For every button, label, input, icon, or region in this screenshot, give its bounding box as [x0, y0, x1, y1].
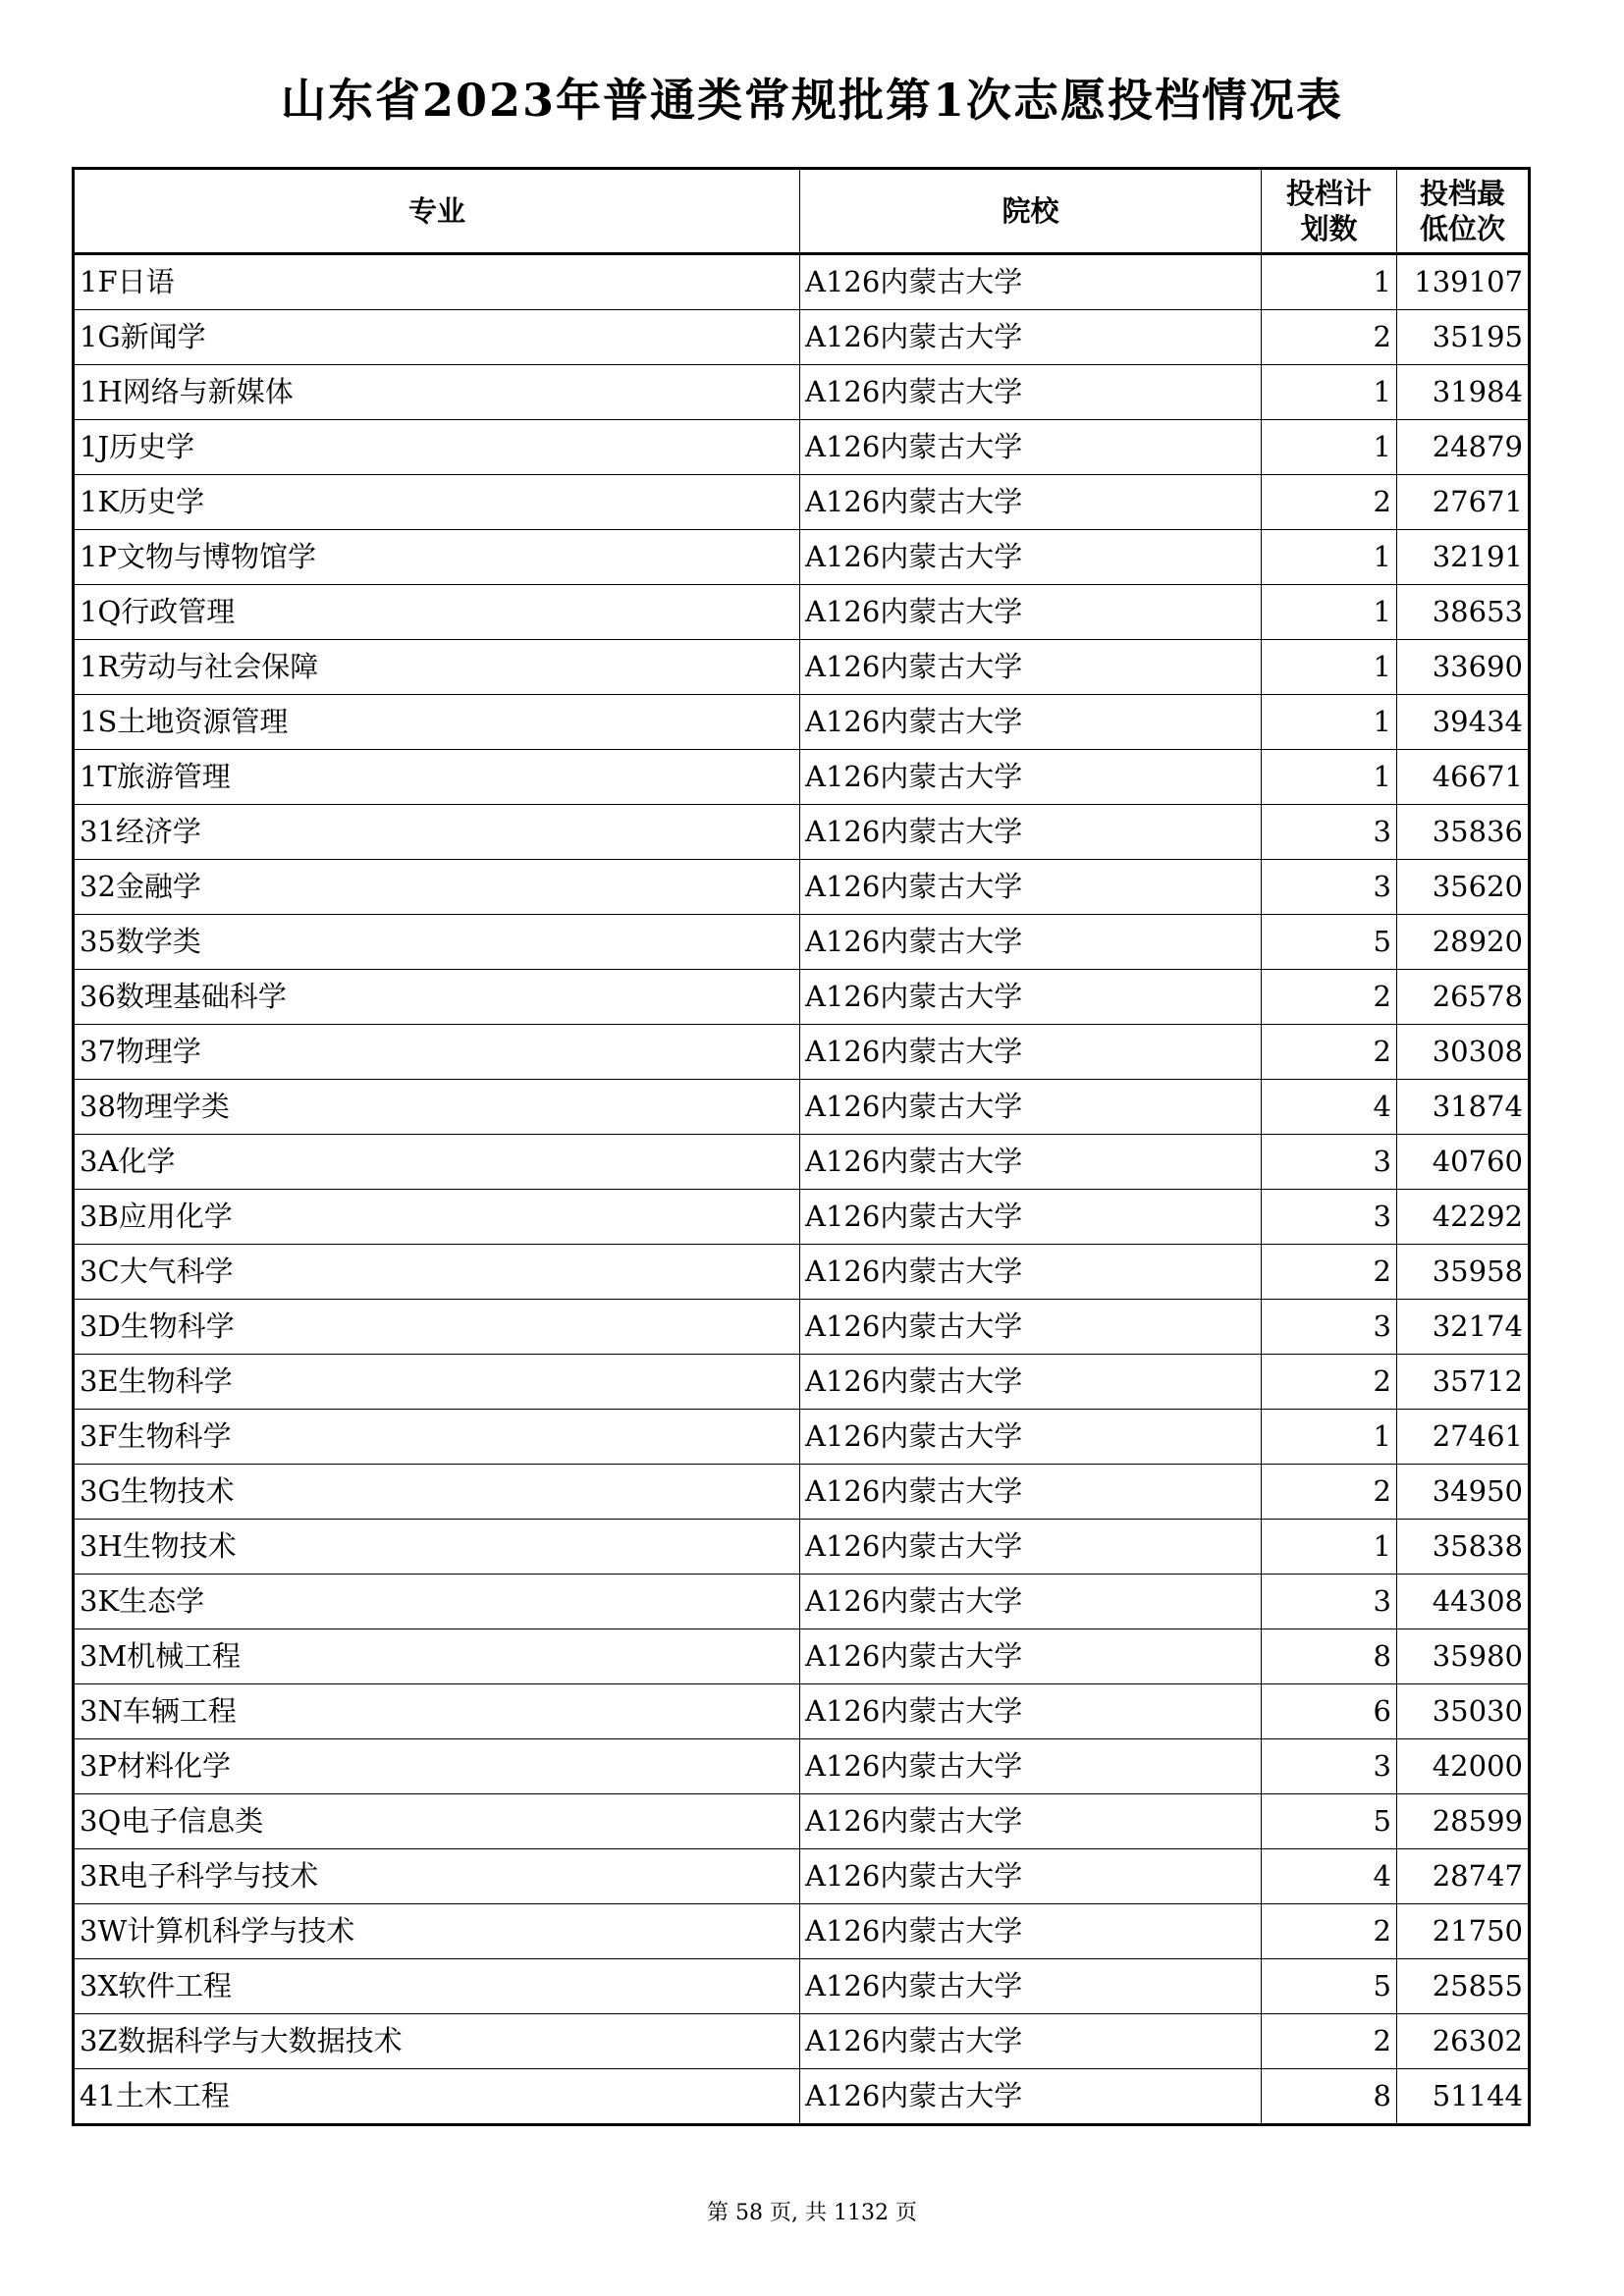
min-rank-cell: 32174 — [1397, 1300, 1530, 1355]
school-cell: A126内蒙古大学 — [800, 915, 1262, 970]
school-cell: A126内蒙古大学 — [800, 640, 1262, 695]
table-row — [74, 1135, 1530, 1190]
plan-count-cell: 1 — [1262, 420, 1397, 475]
school-cell: A126内蒙古大学 — [800, 1575, 1262, 1629]
plan-count-cell: 1 — [1262, 750, 1397, 805]
header-rank-line1: 投档最 — [1419, 177, 1505, 210]
min-rank-cell: 35980 — [1397, 1629, 1530, 1684]
min-rank-cell: 32191 — [1397, 530, 1530, 585]
table-row — [74, 1575, 1530, 1629]
major-cell: 1T旅游管理 — [74, 750, 800, 805]
header-rank-line2: 低位次 — [1419, 212, 1505, 245]
table-row — [74, 1410, 1530, 1465]
major-cell: 3F生物科学 — [74, 1410, 800, 1465]
min-rank-cell: 44308 — [1397, 1575, 1530, 1629]
major-cell: 1J历史学 — [74, 420, 800, 475]
school-cell: A126内蒙古大学 — [800, 1025, 1262, 1080]
major-cell: 3P材料化学 — [74, 1739, 800, 1794]
school-cell: A126内蒙古大学 — [800, 475, 1262, 530]
major-cell: 1Q行政管理 — [74, 585, 800, 640]
major-cell: 31经济学 — [74, 805, 800, 860]
major-cell: 3K生态学 — [74, 1575, 800, 1629]
major-cell: 1R劳动与社会保障 — [74, 640, 800, 695]
table-row — [74, 2069, 1530, 2125]
major-cell: 3A化学 — [74, 1135, 800, 1190]
school-cell: A126内蒙古大学 — [800, 1520, 1262, 1575]
school-cell: A126内蒙古大学 — [800, 420, 1262, 475]
school-cell: A126内蒙古大学 — [800, 1849, 1262, 1904]
min-rank-cell: 35836 — [1397, 805, 1530, 860]
major-cell: 37物理学 — [74, 1025, 800, 1080]
table-row — [74, 1684, 1530, 1739]
min-rank-cell: 31874 — [1397, 1080, 1530, 1135]
min-rank-cell: 25855 — [1397, 1959, 1530, 2014]
school-cell: A126内蒙古大学 — [800, 1739, 1262, 1794]
table-row — [74, 420, 1530, 475]
plan-count-cell: 2 — [1262, 1025, 1397, 1080]
header-rank — [1397, 169, 1530, 254]
school-cell: A126内蒙古大学 — [800, 1135, 1262, 1190]
plan-count-cell: 3 — [1262, 805, 1397, 860]
major-cell: 3X软件工程 — [74, 1959, 800, 2014]
school-cell: A126内蒙古大学 — [800, 750, 1262, 805]
table-row — [74, 1959, 1530, 2014]
major-cell: 3Q电子信息类 — [74, 1794, 800, 1849]
table-row — [74, 750, 1530, 805]
min-rank-cell: 46671 — [1397, 750, 1530, 805]
plan-count-cell: 2 — [1262, 475, 1397, 530]
min-rank-cell: 42000 — [1397, 1739, 1530, 1794]
table-row — [74, 1080, 1530, 1135]
page-title: 山东省2023年普通类常规批第1次志愿投档情况表 — [280, 74, 1344, 127]
min-rank-cell: 21750 — [1397, 1904, 1530, 1959]
plan-count-cell: 5 — [1262, 1959, 1397, 2014]
plan-count-cell: 1 — [1262, 640, 1397, 695]
school-cell: A126内蒙古大学 — [800, 1904, 1262, 1959]
plan-count-cell: 3 — [1262, 1739, 1397, 1794]
table-row — [74, 1465, 1530, 1520]
major-cell: 3H生物技术 — [74, 1520, 800, 1575]
plan-count-cell: 8 — [1262, 1629, 1397, 1684]
min-rank-cell: 28920 — [1397, 915, 1530, 970]
min-rank-cell: 28747 — [1397, 1849, 1530, 1904]
plan-count-cell: 2 — [1262, 1245, 1397, 1300]
school-cell: A126内蒙古大学 — [800, 805, 1262, 860]
school-cell: A126内蒙古大学 — [800, 1080, 1262, 1135]
major-cell: 3M机械工程 — [74, 1629, 800, 1684]
plan-count-cell: 2 — [1262, 970, 1397, 1025]
page-footer: 第 58 页, 共 1132 页 — [707, 2201, 917, 2225]
plan-count-cell: 1 — [1262, 1410, 1397, 1465]
min-rank-cell: 24879 — [1397, 420, 1530, 475]
school-cell: A126内蒙古大学 — [800, 1684, 1262, 1739]
school-cell: A126内蒙古大学 — [800, 2014, 1262, 2069]
table-row — [74, 475, 1530, 530]
min-rank-cell: 35030 — [1397, 1684, 1530, 1739]
major-cell: 3D生物科学 — [74, 1300, 800, 1355]
school-cell: A126内蒙古大学 — [800, 1794, 1262, 1849]
table-row — [74, 695, 1530, 750]
plan-count-cell: 4 — [1262, 1849, 1397, 1904]
major-cell: 1S土地资源管理 — [74, 695, 800, 750]
plan-count-cell: 6 — [1262, 1684, 1397, 1739]
header-plan-line1: 投档计 — [1285, 177, 1372, 210]
plan-count-cell: 1 — [1262, 695, 1397, 750]
admission-table — [72, 167, 1531, 2126]
table-row — [74, 1245, 1530, 1300]
school-cell: A126内蒙古大学 — [800, 695, 1262, 750]
major-cell: 1P文物与博物馆学 — [74, 530, 800, 585]
min-rank-cell: 51144 — [1397, 2069, 1530, 2125]
school-cell: A126内蒙古大学 — [800, 254, 1262, 310]
plan-count-cell: 2 — [1262, 310, 1397, 365]
table-row — [74, 915, 1530, 970]
min-rank-cell: 31984 — [1397, 365, 1530, 420]
header-plan — [1262, 169, 1397, 254]
table-row — [74, 970, 1530, 1025]
major-cell: 3C大气科学 — [74, 1245, 800, 1300]
min-rank-cell: 26302 — [1397, 2014, 1530, 2069]
major-cell: 3B应用化学 — [74, 1190, 800, 1245]
table-row — [74, 1355, 1530, 1410]
min-rank-cell: 26578 — [1397, 970, 1530, 1025]
min-rank-cell: 27461 — [1397, 1410, 1530, 1465]
school-cell: A126内蒙古大学 — [800, 1410, 1262, 1465]
min-rank-cell: 40760 — [1397, 1135, 1530, 1190]
table-row — [74, 365, 1530, 420]
school-cell: A126内蒙古大学 — [800, 1629, 1262, 1684]
min-rank-cell: 35620 — [1397, 860, 1530, 915]
plan-count-cell: 5 — [1262, 915, 1397, 970]
min-rank-cell: 35838 — [1397, 1520, 1530, 1575]
table-row — [74, 1629, 1530, 1684]
plan-count-cell: 3 — [1262, 1300, 1397, 1355]
plan-count-cell: 5 — [1262, 1794, 1397, 1849]
plan-count-cell: 8 — [1262, 2069, 1397, 2125]
school-cell: A126内蒙古大学 — [800, 1245, 1262, 1300]
school-cell: A126内蒙古大学 — [800, 1959, 1262, 2014]
major-cell: 32金融学 — [74, 860, 800, 915]
school-cell: A126内蒙古大学 — [800, 2069, 1262, 2125]
min-rank-cell: 28599 — [1397, 1794, 1530, 1849]
major-cell: 1K历史学 — [74, 475, 800, 530]
header-school: 院校 — [800, 169, 1262, 254]
major-cell: 35数学类 — [74, 915, 800, 970]
major-cell: 1H网络与新媒体 — [74, 365, 800, 420]
table-row — [74, 1025, 1530, 1080]
major-cell: 1G新闻学 — [74, 310, 800, 365]
table-row — [74, 2014, 1530, 2069]
table-row — [74, 1739, 1530, 1794]
table-row — [74, 1794, 1530, 1849]
table-row — [74, 310, 1530, 365]
min-rank-cell: 42292 — [1397, 1190, 1530, 1245]
major-cell: 3E生物科学 — [74, 1355, 800, 1410]
school-cell: A126内蒙古大学 — [800, 1300, 1262, 1355]
school-cell: A126内蒙古大学 — [800, 365, 1262, 420]
school-cell: A126内蒙古大学 — [800, 1355, 1262, 1410]
table-header-row — [74, 169, 1530, 254]
plan-count-cell: 3 — [1262, 1190, 1397, 1245]
min-rank-cell: 139107 — [1397, 254, 1530, 310]
min-rank-cell: 33690 — [1397, 640, 1530, 695]
school-cell: A126内蒙古大学 — [800, 970, 1262, 1025]
min-rank-cell: 35958 — [1397, 1245, 1530, 1300]
plan-count-cell: 1 — [1262, 254, 1397, 310]
plan-count-cell: 2 — [1262, 1465, 1397, 1520]
table-body — [74, 254, 1530, 2125]
table-row — [74, 1190, 1530, 1245]
plan-count-cell: 3 — [1262, 1575, 1397, 1629]
table-row — [74, 1300, 1530, 1355]
school-cell: A126内蒙古大学 — [800, 585, 1262, 640]
min-rank-cell: 30308 — [1397, 1025, 1530, 1080]
min-rank-cell: 35712 — [1397, 1355, 1530, 1410]
min-rank-cell: 38653 — [1397, 585, 1530, 640]
plan-count-cell: 1 — [1262, 365, 1397, 420]
plan-count-cell: 1 — [1262, 1520, 1397, 1575]
plan-count-cell: 3 — [1262, 860, 1397, 915]
min-rank-cell: 35195 — [1397, 310, 1530, 365]
table-row — [74, 254, 1530, 310]
min-rank-cell: 34950 — [1397, 1465, 1530, 1520]
table-row — [74, 640, 1530, 695]
plan-count-cell: 3 — [1262, 1135, 1397, 1190]
school-cell: A126内蒙古大学 — [800, 1190, 1262, 1245]
plan-count-cell: 2 — [1262, 2014, 1397, 2069]
table-row — [74, 585, 1530, 640]
header-major: 专业 — [74, 169, 800, 254]
header-plan-line2: 划数 — [1300, 212, 1358, 245]
major-cell: 3R电子科学与技术 — [74, 1849, 800, 1904]
plan-count-cell: 1 — [1262, 585, 1397, 640]
table-row — [74, 1520, 1530, 1575]
major-cell: 3Z数据科学与大数据技术 — [74, 2014, 800, 2069]
major-cell: 41土木工程 — [74, 2069, 800, 2125]
min-rank-cell: 39434 — [1397, 695, 1530, 750]
plan-count-cell: 2 — [1262, 1904, 1397, 1959]
school-cell: A126内蒙古大学 — [800, 530, 1262, 585]
school-cell: A126内蒙古大学 — [800, 1465, 1262, 1520]
major-cell: 3N车辆工程 — [74, 1684, 800, 1739]
table-row — [74, 805, 1530, 860]
table-row — [74, 530, 1530, 585]
major-cell: 3G生物技术 — [74, 1465, 800, 1520]
major-cell: 38物理学类 — [74, 1080, 800, 1135]
min-rank-cell: 27671 — [1397, 475, 1530, 530]
table-row — [74, 1904, 1530, 1959]
school-cell: A126内蒙古大学 — [800, 310, 1262, 365]
plan-count-cell: 1 — [1262, 530, 1397, 585]
major-cell: 3W计算机科学与技术 — [74, 1904, 800, 1959]
plan-count-cell: 2 — [1262, 1355, 1397, 1410]
major-cell: 1F日语 — [74, 254, 800, 310]
table-row — [74, 860, 1530, 915]
table-row — [74, 1849, 1530, 1904]
school-cell: A126内蒙古大学 — [800, 860, 1262, 915]
major-cell: 36数理基础科学 — [74, 970, 800, 1025]
plan-count-cell: 4 — [1262, 1080, 1397, 1135]
